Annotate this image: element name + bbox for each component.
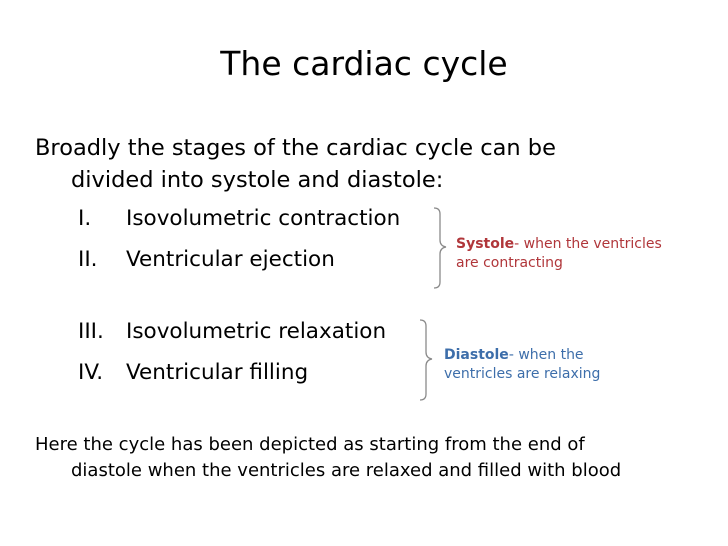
intro-text [35,132,685,196]
footer-line-1: Here the cycle has been depicted as starting from the end of [35,434,585,455]
stage-label: Isovolumetric relaxation [126,319,387,344]
slide-title: The cardiac cycle [220,44,508,83]
systole-desc-2: are contracting [456,255,563,271]
systole-term: Systole [456,236,515,252]
stage-item [78,318,386,346]
diastole-term: Diastole [444,347,509,363]
stage-label: Ventricular filling [126,360,309,385]
stage-number: I. [78,206,92,231]
stage-item [78,359,308,387]
diastole-desc-1: - when the [508,347,584,363]
stage-item [78,205,400,233]
stage-number: IV. [78,360,104,385]
systole-note [456,235,686,273]
footer-text [35,432,720,484]
systole-desc-1: - when the ventricles [514,236,662,252]
stage-number: III. [78,319,104,344]
diastole-bracket-icon [408,318,438,402]
diastole-note [444,346,674,384]
systole-bracket-icon [420,206,450,290]
stage-label: Ventricular ejection [126,247,335,272]
stage-label: Isovolumetric contraction [126,206,401,231]
footer-line-2: diastole when the ventricles are relaxed and filled with blood [71,460,622,481]
intro-line-2: divided into systole and diastole: [71,167,444,193]
stage-item [78,246,335,274]
stage-number: II. [78,247,98,272]
intro-line-1: Broadly the stages of the cardiac cycle can be [35,135,556,161]
diastole-desc-2: ventricles are relaxing [444,366,601,382]
